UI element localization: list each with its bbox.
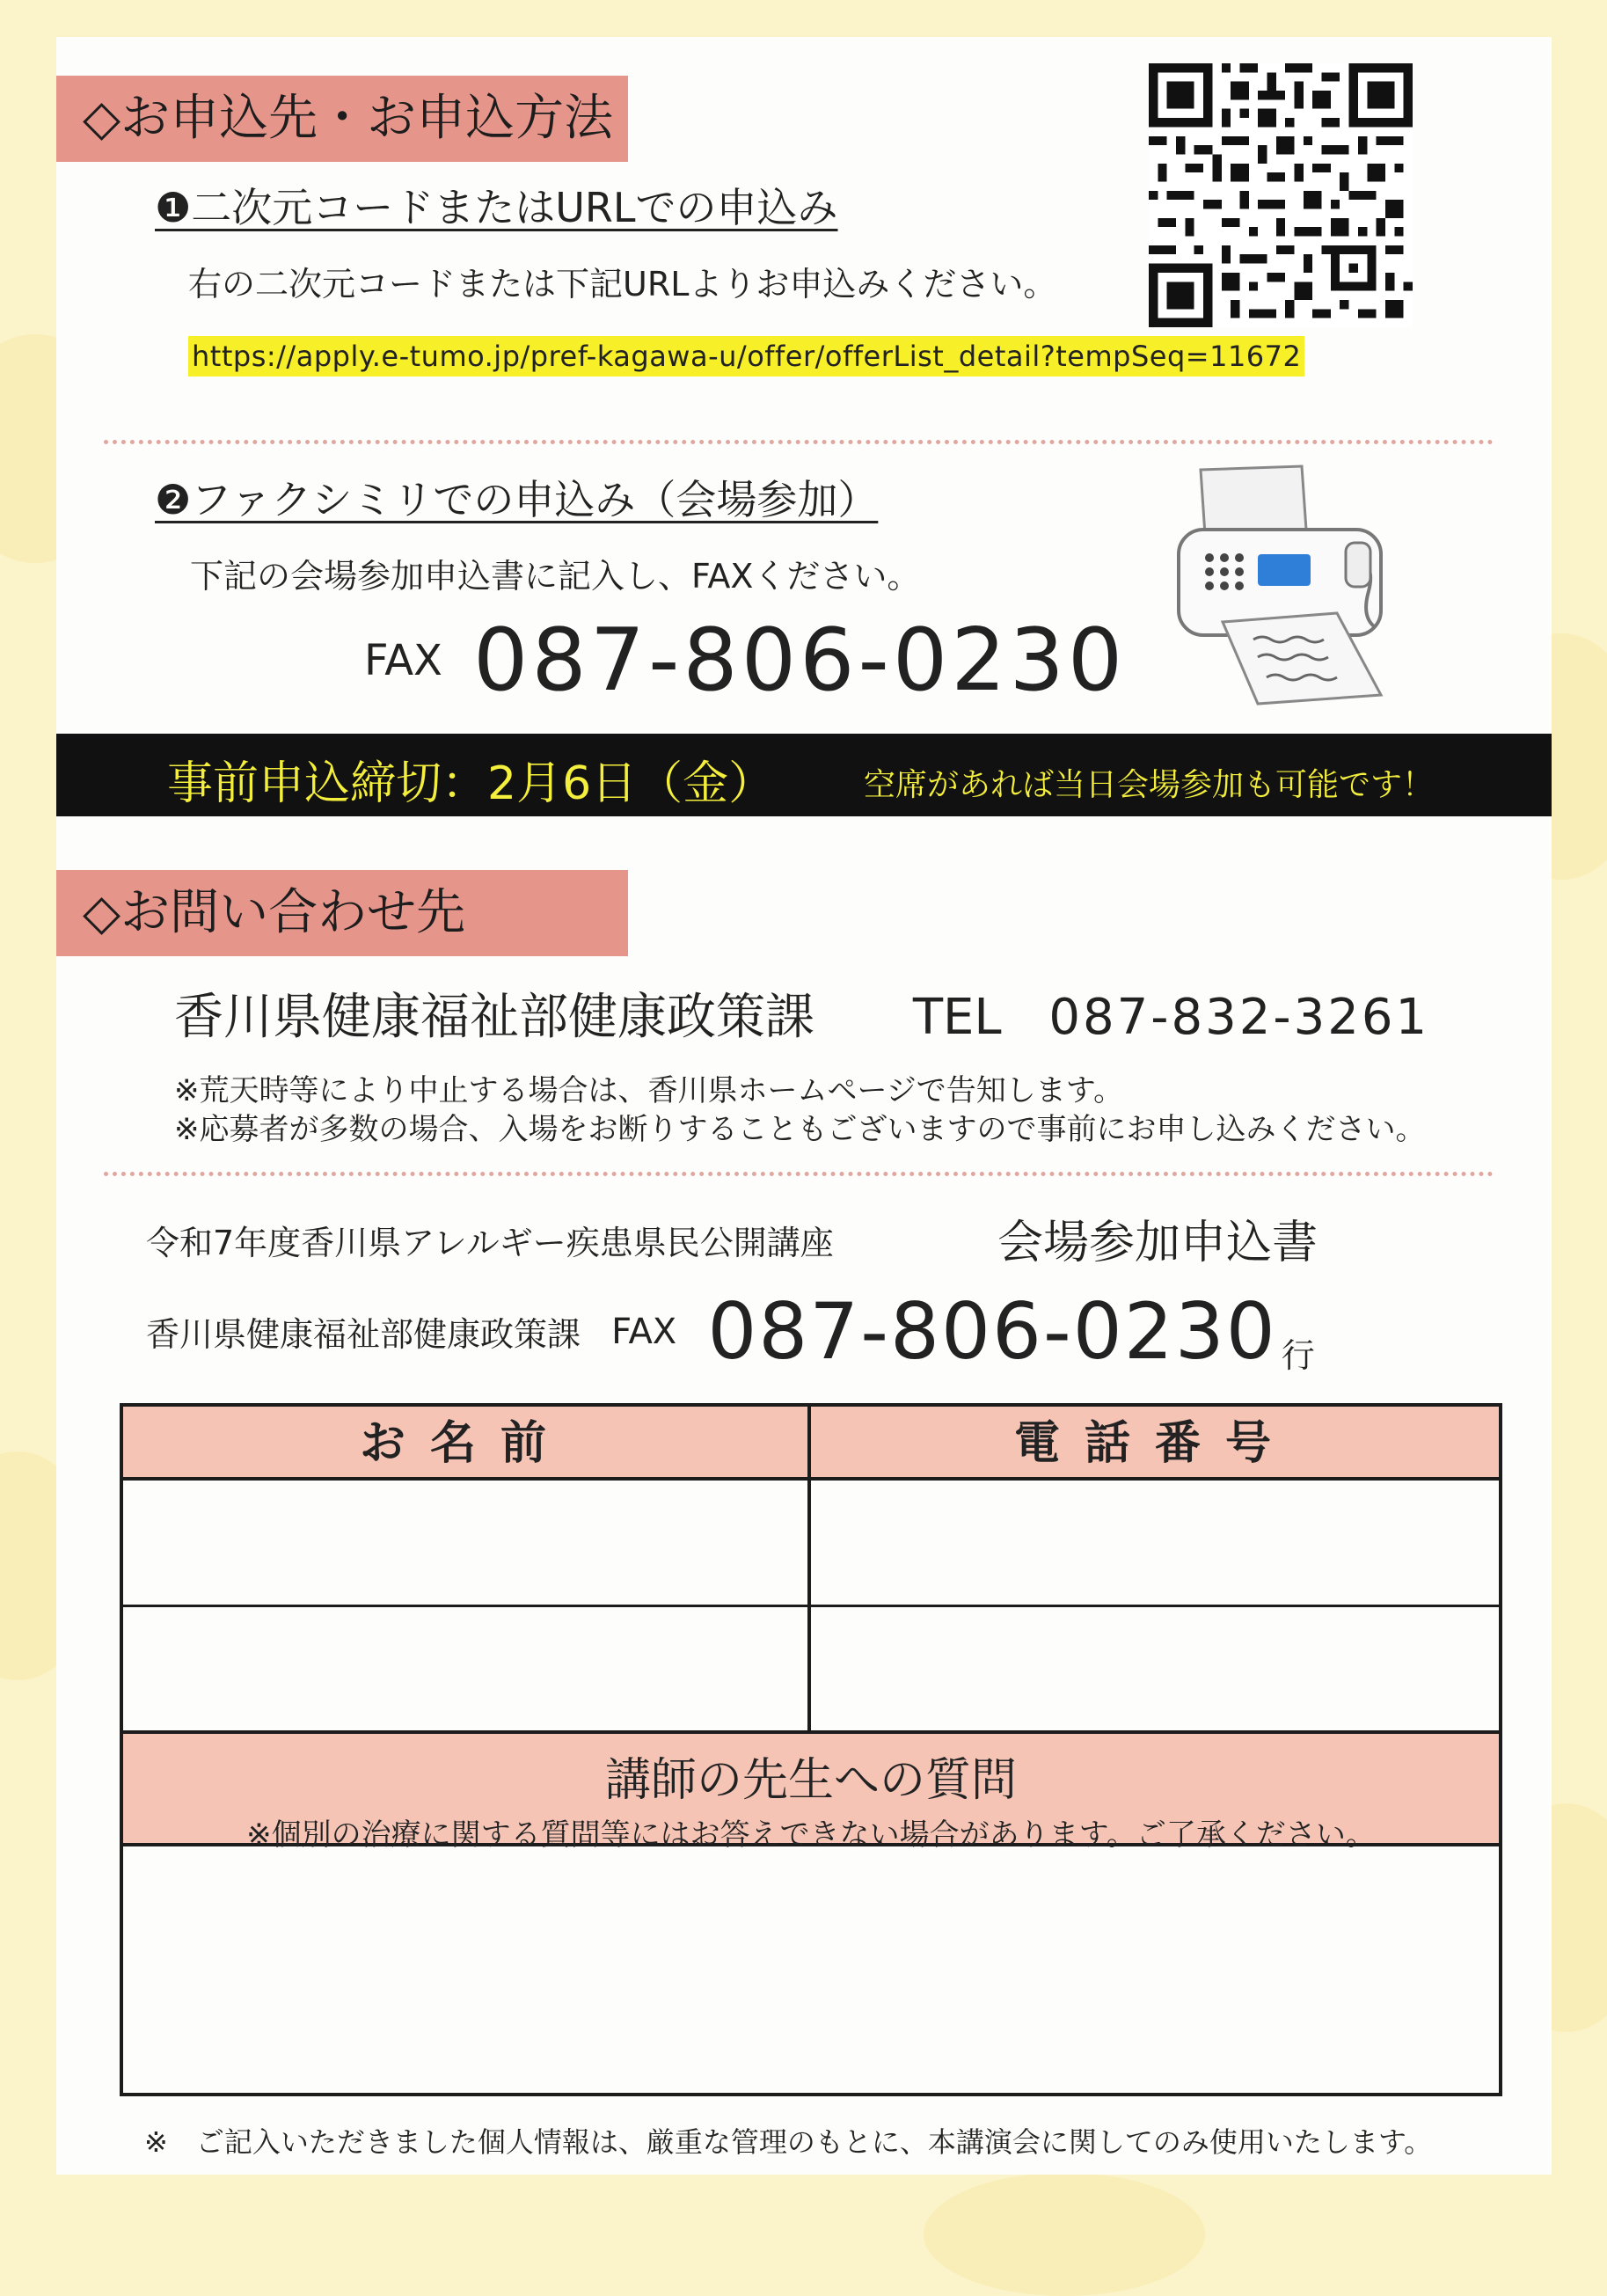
deadline-banner [56,734,1552,816]
form-title: 会場参加申込書 [997,1217,1318,1269]
phone-field[interactable] [811,1481,1499,1607]
col-name-header: お名前 [123,1407,811,1481]
contact-note-2: ※応募者が多数の場合、入場をお断りすることもございますので事前にお申し込みください。 [174,1112,1426,1147]
fax-machine-icon [1170,459,1399,706]
fax-number: 087-806-0230 [473,611,1127,711]
divider [104,1172,1494,1176]
form-event-title: 令和7年度香川県アレルギー疾患県民公開講座 [146,1224,834,1262]
method2-text: 下記の会場参加申込書に記入し、FAXください。 [190,557,921,596]
col-phone-header: 電話番号 [811,1407,1499,1481]
form-fax-line [146,1286,1315,1377]
question-header [123,1734,1499,1853]
name-field[interactable] [123,1481,811,1607]
qr-code-icon[interactable] [1149,63,1413,327]
url-link[interactable]: https://apply.e-tumo.jp/pref-kagawa-u/offer/offerList_detail?tempSeq=11672 [188,336,1304,377]
method1-text: 右の二次元コードまたは下記URLよりお申込みください。 [188,265,1057,303]
name-field[interactable] [123,1607,811,1734]
tel-number: 087-832-3261 [1048,989,1430,1046]
method1-title: ❶二次元コードまたはURLでの申込み [155,184,838,231]
fax-label: FAX [364,636,442,685]
fax-line [364,611,1126,711]
method2-title: ❷ファクシミリでの申込み（会場参加） [155,476,879,523]
application-heading: ◇お申込先・お申込方法 [56,76,628,162]
application-url[interactable] [188,340,1304,373]
flyer-page [56,37,1552,2175]
phone-field[interactable] [811,1607,1499,1734]
contact-department: 香川県健康福祉部健康政策課 [174,989,814,1046]
deadline-text: 事前申込締切：2月6日（金） [167,757,775,810]
question-field[interactable] [123,1846,1499,2093]
form-to-department: 香川県健康福祉部健康政策課 [146,1315,581,1354]
tel-label: TEL [912,989,1002,1046]
question-title: 講師の先生への質問 [604,1754,1017,1807]
question-note: ※個別の治療に関する質問等にはお答えできない場合があります。ご了承ください。 [246,1817,1376,1853]
divider [104,440,1494,444]
form-fax-label: FAX [611,1311,677,1352]
contact-heading: ◇お問い合わせ先 [56,870,628,956]
form-fax-suffix: 行 [1281,1336,1315,1375]
contact-line [174,978,1429,1049]
privacy-note: ※ ご記入いただきました個人情報は、厳重な管理のもとに、本講演会に関してのみ使用いたします。 [144,2125,1433,2159]
background-decoration [924,2173,1205,2296]
contact-note-1: ※荒天時等により中止する場合は、香川県ホームページで告知します。 [174,1073,1124,1108]
form-fax-number: 087-806-0230 [707,1286,1277,1377]
application-form-table [120,1403,1502,2096]
deadline-note: 空席があれば当日会場参加も可能です！ [864,767,1435,803]
